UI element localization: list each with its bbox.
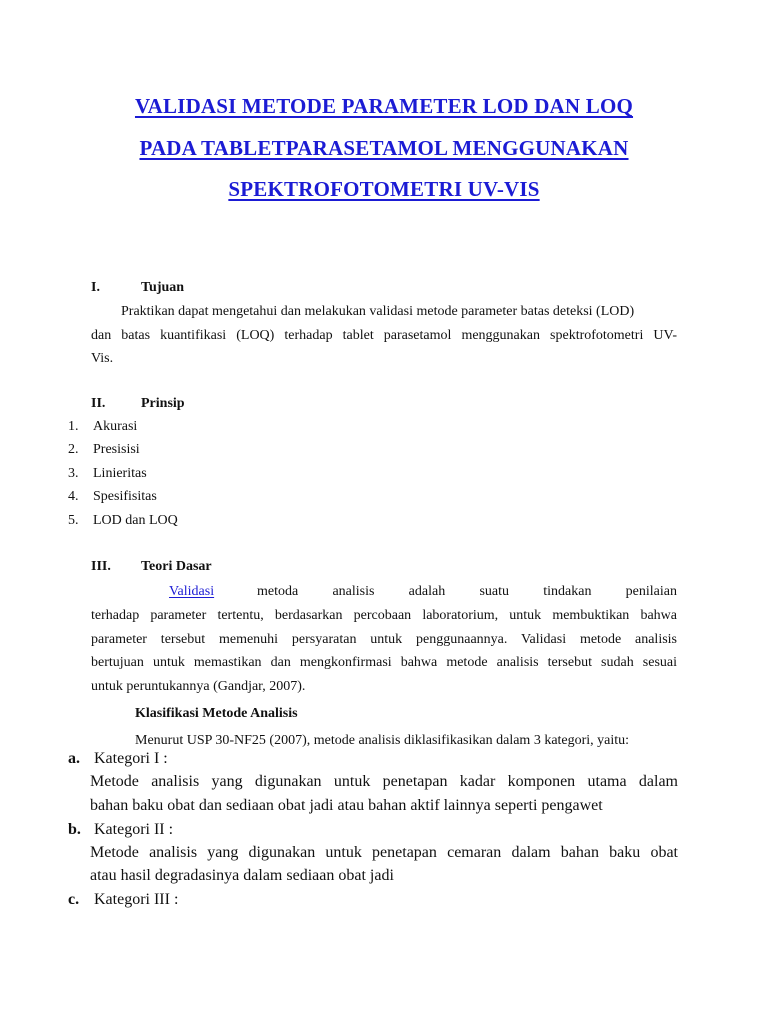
document-title-line-2: PADA TABLETPARASETAMOL MENGGUNAKAN [139,136,629,160]
section-1-heading: Tujuan [141,280,185,295]
kategori-a-label: Kategori I : [94,750,168,767]
section-1-line-2: dan batas kuantifikasi (LOQ) terhadap tablet parasetamol menggunakan spektrofotometri UV- [91,328,677,343]
section-3-line-2: terhadap parameter tertentu, berdasarkan percobaan laboratorium, untuk membuktikan bahwa [91,608,677,623]
validasi-link[interactable]: Validasi [169,584,215,599]
prinsip-item-5: LOD dan LOQ [93,513,178,528]
section-3-line-1-rest: metoda analisis adalah suatu tindakan penilaian [257,584,677,599]
prinsip-item-3-number: 3. [68,466,79,481]
section-3-number: III. [91,559,111,574]
section-1-number: I. [91,280,100,295]
document-title-line-3: SPEKTROFOTOMETRI UV-VIS [228,177,540,201]
section-2-number: II. [91,396,106,411]
prinsip-item-4: Spesifisitas [93,489,157,504]
section-3-line-5: untuk peruntukannya (Gandjar, 2007). [91,679,306,694]
prinsip-item-2-number: 2. [68,442,79,457]
klasifikasi-intro: Menurut USP 30-NF25 (2007), metode analisis diklasifikasikan dalam 3 kategori, yaitu: [135,733,630,748]
kategori-c-label: Kategori III : [94,891,179,908]
section-3-line-3: parameter tersebut memenuhi persyaratan untuk penggunaannya. Validasi metode analisis [91,632,677,647]
kategori-a-line-2: bahan baku obat dan sediaan obat jadi atau bahan aktif lainnya seperti pengawet [90,797,603,814]
kategori-b-label: Kategori II : [94,821,174,838]
kategori-c-letter: c. [68,891,80,908]
section-3-line-4: bertujuan untuk memastikan dan mengkonfirmasi bahwa metode analisis tersebut sudah sesuai [91,655,677,670]
kategori-a-line-1: Metode analisis yang digunakan untuk penetapan kadar komponen utama dalam [90,773,678,790]
kategori-b-letter: b. [68,821,81,838]
prinsip-item-1: Akurasi [93,419,138,434]
section-3-line-1 [169,580,677,603]
section-3-heading: Teori Dasar [141,559,212,574]
kategori-b-line-1: Metode analisis yang digunakan untuk penetapan cemaran dalam bahan baku obat [90,844,678,861]
prinsip-item-5-number: 5. [68,513,79,528]
prinsip-item-4-number: 4. [68,489,79,504]
kategori-a-letter: a. [68,750,80,767]
kategori-b-line-2: atau hasil degradasinya dalam sediaan obat jadi [90,867,394,884]
section-1-line-1: Praktikan dapat mengetahui dan melakukan validasi metode parameter batas deteksi (LOD) [121,304,635,319]
section-2-heading: Prinsip [141,396,185,411]
klasifikasi-heading: Klasifikasi Metode Analisis [135,706,298,721]
prinsip-item-1-number: 1. [68,419,79,434]
prinsip-item-3: Linieritas [93,466,147,481]
section-1-line-3: Vis. [91,351,114,366]
document-title-line-1: VALIDASI METODE PARAMETER LOD DAN LOQ [134,94,634,118]
prinsip-item-2: Presisisi [93,442,140,457]
